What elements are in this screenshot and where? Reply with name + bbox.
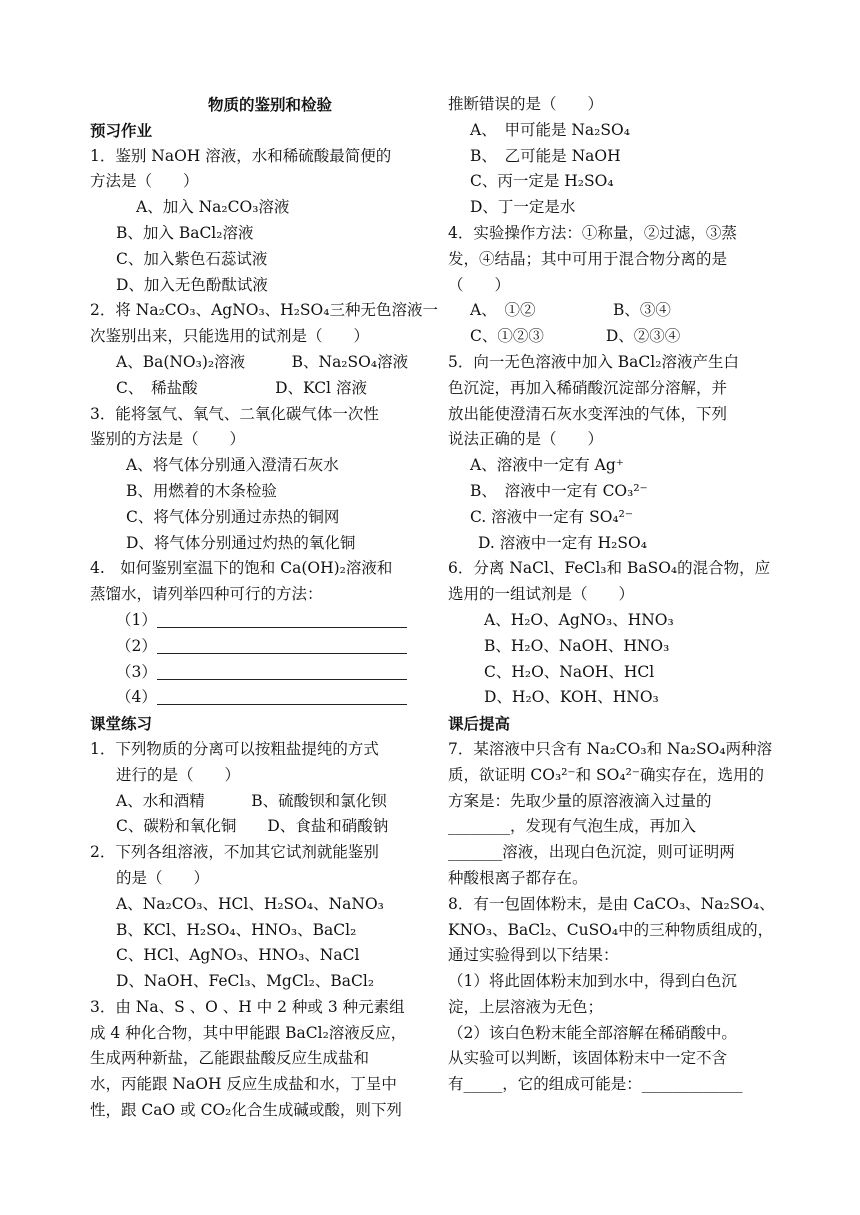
line-text: 质，欲证明 CO₃²⁻和 SO₄²⁻确实存在，选用的 bbox=[448, 765, 764, 784]
line-text: D、将气体分别通过灼热的氧化铜 bbox=[126, 533, 356, 552]
text-line bbox=[90, 840, 420, 866]
text-line bbox=[448, 402, 778, 428]
text-line bbox=[90, 995, 420, 1021]
line-text: A、 ①② B、③④ bbox=[470, 301, 671, 320]
line-text: （1）将此固体粉末加到水中，得到白色沉 bbox=[448, 972, 737, 991]
line-text: （3） bbox=[116, 662, 157, 681]
text-line bbox=[448, 685, 778, 711]
line-text: 1．下列物质的分离可以按粗盐提纯的方式 bbox=[90, 739, 379, 758]
text-line bbox=[90, 505, 420, 531]
line-text: 推断错误的是（ ） bbox=[448, 95, 604, 113]
line-text: A、Na₂CO₃、HCl、H₂SO₄、NaNO₃ bbox=[116, 894, 384, 913]
answer-blank[interactable] bbox=[157, 638, 407, 654]
text-line bbox=[448, 427, 778, 453]
line-text: （2） bbox=[116, 636, 157, 655]
line-text: 生成两种新盐，乙能跟盐酸反应生成盐和 bbox=[90, 1049, 370, 1068]
line-text: 4．实验操作方法：①称量，②过滤，③蒸 bbox=[448, 223, 737, 242]
line-text: C、HCl、AgNO₃、HNO₃、NaCl bbox=[116, 946, 360, 965]
text-line bbox=[448, 531, 778, 557]
line-text: 色沉淀，再加入稀硝酸沉淀部分溶解，并 bbox=[448, 378, 728, 397]
text-line bbox=[448, 608, 778, 634]
text-line bbox=[448, 505, 778, 531]
answer-blank[interactable] bbox=[157, 664, 407, 680]
text-line bbox=[448, 763, 778, 789]
line-text: C. 溶液中一定有 SO₄²⁻ bbox=[470, 507, 634, 526]
text-line bbox=[448, 840, 778, 866]
text-line bbox=[90, 969, 420, 995]
text-line bbox=[448, 634, 778, 660]
text-line bbox=[90, 789, 420, 815]
text-line bbox=[90, 221, 420, 247]
line-text: （1） bbox=[116, 610, 157, 629]
line-text: B、KCl、H₂SO₄、HNO₃、BaCl₂ bbox=[116, 920, 357, 939]
line-text: B、H₂O、NaOH、HNO₃ bbox=[484, 636, 670, 655]
line-text: C、 稀盐酸 D、KCl 溶液 bbox=[116, 378, 367, 397]
line-text: C、丙一定是 H₂SO₄ bbox=[470, 172, 614, 191]
text-line bbox=[90, 918, 420, 944]
text-line bbox=[90, 634, 420, 660]
line-text: 预习作业 bbox=[90, 120, 153, 140]
text-line bbox=[90, 814, 420, 840]
line-text: 课后提高 bbox=[448, 714, 511, 734]
text-line bbox=[448, 453, 778, 479]
line-text: C、加入紫色石蕊试液 bbox=[116, 249, 268, 268]
line-text: ________，发现有气泡生成，再加入 bbox=[448, 817, 697, 836]
section-heading bbox=[90, 711, 420, 737]
text-line bbox=[448, 118, 778, 144]
text-line bbox=[90, 763, 420, 789]
text-line bbox=[448, 195, 778, 221]
text-line bbox=[90, 479, 420, 505]
text-line bbox=[448, 995, 778, 1021]
text-line bbox=[90, 195, 420, 221]
text-line bbox=[448, 660, 778, 686]
text-line bbox=[90, 1072, 420, 1098]
line-text: D、加入无色酚酞试液 bbox=[116, 275, 268, 294]
text-line bbox=[448, 969, 778, 995]
line-text: C、碳粉和氧化铜 D、食盐和硝酸钠 bbox=[116, 817, 389, 836]
line-text: 成 4 种化合物，其中甲能跟 BaCl₂溶液反应， bbox=[90, 1023, 407, 1042]
text-line bbox=[90, 350, 420, 376]
line-text: A、溶液中一定有 Ag⁺ bbox=[470, 456, 624, 475]
text-line bbox=[448, 918, 778, 944]
text-line bbox=[90, 453, 420, 479]
answer-blank[interactable] bbox=[157, 689, 407, 705]
text-line bbox=[448, 169, 778, 195]
line-text: 课堂练习 bbox=[90, 714, 153, 734]
line-text: 方法是（ ） bbox=[90, 172, 199, 191]
line-text: D. 溶液中一定有 H₂SO₄ bbox=[478, 533, 647, 552]
line-text: 通过实验得到以下结果： bbox=[448, 946, 619, 965]
text-line bbox=[90, 273, 420, 299]
text-line bbox=[448, 298, 778, 324]
text-line bbox=[448, 221, 778, 247]
text-line bbox=[448, 814, 778, 840]
text-line bbox=[90, 866, 420, 892]
text-line bbox=[90, 298, 438, 324]
line-text: A、H₂O、AgNO₃、HNO₃ bbox=[484, 610, 674, 629]
text-line bbox=[90, 324, 420, 350]
line-text: 放出能使澄清石灰水变浑浊的气体，下列 bbox=[448, 404, 728, 423]
line-text: A、将气体分别通入澄清石灰水 bbox=[126, 456, 339, 475]
line-text: 6．分离 NaCl、FeCl₃和 BaSO₄的混合物，应 bbox=[448, 559, 771, 578]
text-line bbox=[448, 273, 778, 299]
line-text: 说法正确的是（ ） bbox=[448, 430, 604, 449]
line-text: D、H₂O、KOH、HNO₃ bbox=[484, 688, 659, 707]
line-text: 1．鉴别 NaOH 溶液，水和稀硫酸最简便的 bbox=[90, 146, 392, 165]
line-text: 有_____，它的组成可能是：_____________ bbox=[448, 1075, 743, 1094]
line-text: D、丁一定是水 bbox=[470, 198, 576, 217]
text-line bbox=[448, 556, 778, 582]
text-line bbox=[90, 1021, 420, 1047]
text-line bbox=[90, 608, 420, 634]
line-text: B、用燃着的木条检验 bbox=[126, 481, 277, 500]
line-text: （2）该白色粉末能全部溶解在稀硝酸中。 bbox=[448, 1023, 737, 1042]
text-line bbox=[448, 144, 778, 170]
line-text: KNO₃、BaCl₂、CuSO₄中的三种物质组成的， bbox=[448, 920, 774, 939]
line-text: A、 甲可能是 Na₂SO₄ bbox=[470, 120, 630, 139]
line-text: 方案是：先取少量的原溶液滴入过量的 bbox=[448, 791, 712, 810]
line-text: A、水和酒精 B、硫酸钡和氯化钡 bbox=[116, 791, 387, 810]
line-text: 性，跟 CaO 或 CO₂化合生成碱或酸，则下列 bbox=[90, 1101, 402, 1120]
line-text: D、NaOH、FeCl₃、MgCl₂、BaCl₂ bbox=[116, 972, 375, 991]
line-text: A、Ba(NO₃)₂溶液 B、Na₂SO₄溶液 bbox=[116, 352, 409, 371]
line-text: 从实验可以判断，该固体粉末中一定不含 bbox=[448, 1049, 728, 1068]
line-text: B、 溶液中一定有 CO₃²⁻ bbox=[470, 481, 648, 500]
line-text: 种酸根离子都存在。 bbox=[448, 868, 588, 887]
text-line bbox=[448, 350, 778, 376]
line-text: 进行的是（ ） bbox=[116, 765, 241, 784]
line-text: C、将气体分别通过赤热的铜网 bbox=[126, 507, 340, 526]
text-line bbox=[448, 737, 778, 763]
text-line bbox=[90, 943, 420, 969]
text-line bbox=[90, 531, 420, 557]
line-text: 4. 如何鉴别室温下的饱和 Ca(OH)₂溶液和 bbox=[90, 559, 393, 578]
line-text: 水，丙能跟 NaOH 反应生成盐和水，丁呈中 bbox=[90, 1075, 397, 1094]
line-text: 选用的一组试剂是（ ） bbox=[448, 585, 635, 604]
line-text: （ ） bbox=[448, 275, 511, 294]
line-text: B、加入 BaCl₂溶液 bbox=[116, 223, 254, 242]
text-line bbox=[90, 556, 420, 582]
text-line bbox=[90, 402, 420, 428]
text-line bbox=[448, 92, 778, 118]
line-text: A、加入 Na₂CO₃溶液 bbox=[136, 198, 290, 217]
page-title bbox=[90, 92, 420, 118]
line-text: 次鉴别出来，只能选用的试剂是（ ） bbox=[90, 327, 370, 346]
line-text: _______溶液，出现白色沉淀，则可证明两 bbox=[448, 843, 735, 862]
line-text: C、H₂O、NaOH、HCl bbox=[484, 662, 655, 681]
text-line bbox=[90, 660, 420, 686]
line-text: B、 乙可能是 NaOH bbox=[470, 146, 621, 165]
text-line bbox=[90, 169, 420, 195]
text-line bbox=[90, 1046, 420, 1072]
line-text: 鉴别的方法是（ ） bbox=[90, 430, 246, 449]
line-text: 8．有一包固体粉末，是由 CaCO₃、Na₂SO₄、 bbox=[448, 894, 775, 913]
text-line bbox=[90, 685, 420, 711]
text-line bbox=[448, 247, 778, 273]
text-line bbox=[448, 1021, 778, 1047]
line-text: 7．某溶液中只含有 Na₂CO₃和 Na₂SO₄两种溶 bbox=[448, 739, 773, 758]
text-line bbox=[90, 582, 420, 608]
line-text: 发，④结晶；其中可用于混合物分离的是 bbox=[448, 249, 728, 268]
text-line bbox=[448, 1046, 778, 1072]
line-text: 3．能将氢气、氧气、二氧化碳气体一次性 bbox=[90, 404, 379, 423]
text-line bbox=[90, 1098, 420, 1124]
line-text: 的是（ ） bbox=[116, 868, 210, 887]
line-text: （4） bbox=[116, 688, 157, 707]
line-text: 3．由 Na、S 、O 、H 中 2 种或 3 种元素组 bbox=[90, 997, 405, 1016]
right-column bbox=[448, 92, 778, 1098]
text-line bbox=[90, 737, 420, 763]
text-line bbox=[448, 582, 778, 608]
answer-blank[interactable] bbox=[157, 612, 407, 628]
text-line bbox=[448, 943, 778, 969]
line-text: 淀，上层溶液为无色； bbox=[448, 997, 604, 1016]
line-text: 5．向一无色溶液中加入 BaCl₂溶液产生白 bbox=[448, 352, 739, 371]
section-heading bbox=[90, 118, 420, 144]
text-line bbox=[448, 376, 778, 402]
text-line bbox=[90, 247, 420, 273]
line-text: 蒸馏水，请列举四种可行的方法： bbox=[90, 585, 323, 604]
left-column bbox=[90, 92, 438, 1124]
text-line bbox=[90, 427, 420, 453]
text-line bbox=[448, 892, 778, 918]
line-text: 2．将 Na₂CO₃、AgNO₃、H₂SO₄三种无色溶液一 bbox=[90, 301, 438, 320]
text-line bbox=[448, 1072, 778, 1098]
line-text: 物质的鉴别和检验 bbox=[207, 95, 332, 114]
text-line bbox=[90, 376, 420, 402]
text-line bbox=[90, 892, 420, 918]
line-text: C、①②③ D、②③④ bbox=[470, 327, 681, 346]
text-line bbox=[448, 479, 778, 505]
text-line bbox=[90, 144, 420, 170]
text-line bbox=[448, 866, 778, 892]
text-line bbox=[448, 324, 778, 350]
text-line bbox=[448, 789, 778, 815]
line-text: 2．下列各组溶液，不加其它试剂就能鉴别 bbox=[90, 843, 379, 862]
section-heading bbox=[448, 711, 778, 737]
